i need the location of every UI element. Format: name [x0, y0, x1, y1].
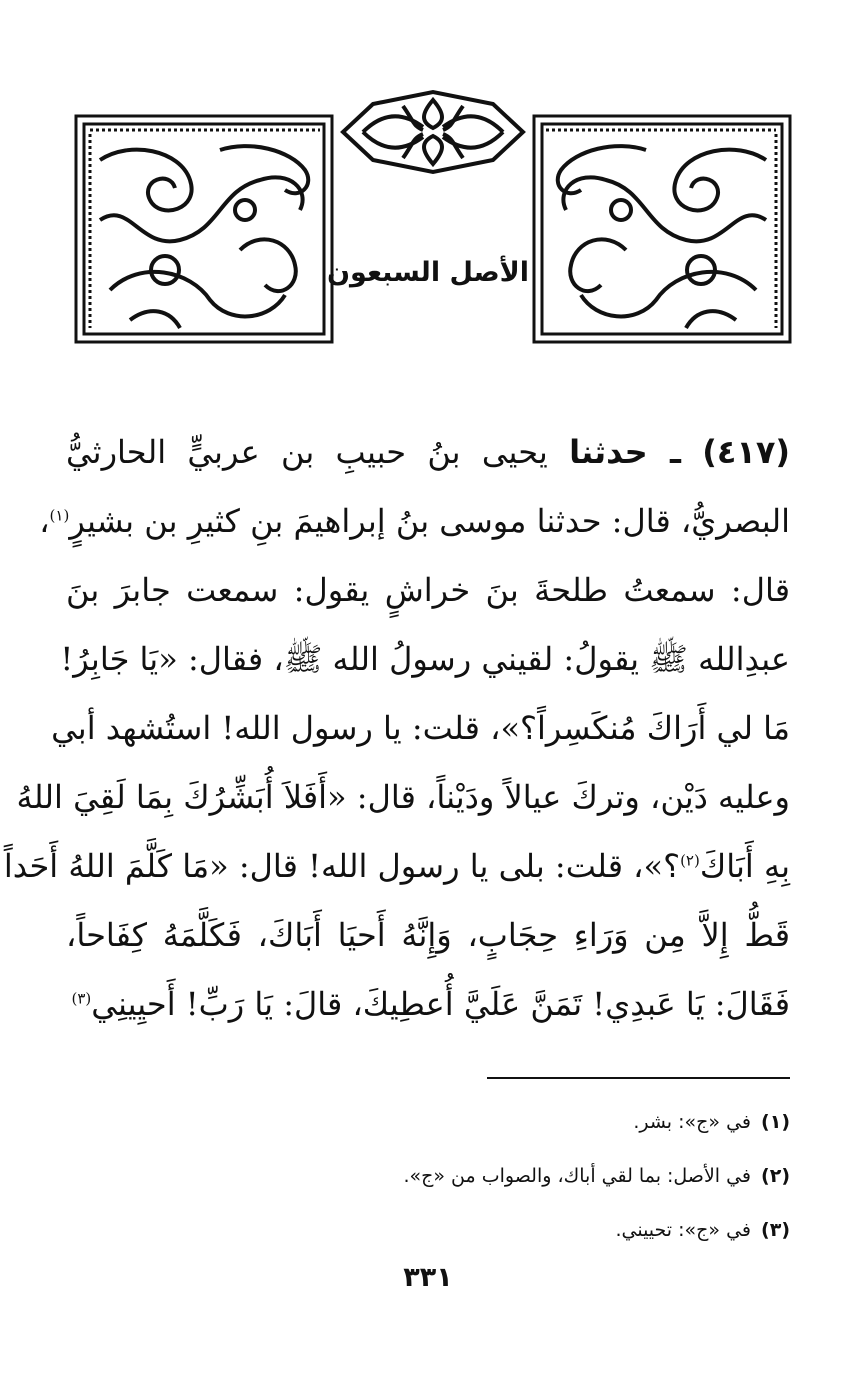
footnote-divider	[487, 1077, 790, 1079]
text-line-tail: ،	[39, 502, 50, 540]
text-line-content: بِهِ أَبَاكَ	[699, 847, 790, 885]
text-line	[66, 418, 790, 487]
footnotes	[66, 1095, 790, 1257]
text-line-content: مَا لي أَرَاكَ مُنكَسِراً؟»، قلت: يا رسول الله! استُشهد أبي	[51, 709, 790, 747]
text-line	[3, 832, 790, 901]
text-line	[16, 763, 790, 832]
footnote-item	[66, 1203, 790, 1257]
text-line	[60, 625, 790, 694]
footnote-number: (١)	[761, 1111, 790, 1133]
chapter-title: الأصل السبعون	[326, 257, 530, 288]
text-line-tail: ؟»، قلت: بلى يا رسول الله! قال: «مَا كَلَّمَ اللهُ أَحَداً	[3, 847, 681, 885]
text-line-content: قال: سمعتُ طلحةَ بنَ خراشٍ يقول: سمعت جابرَ بنَ	[66, 571, 790, 609]
footnote-ref[interactable]: (١)	[49, 506, 70, 525]
footnote-ref[interactable]: (٢)	[680, 851, 700, 870]
text-line-content: يحيى بنُ حبيبِ بن عربيٍّ الحارثيُّ	[66, 433, 548, 471]
page-number: ٣٣١	[403, 1262, 453, 1293]
footnote-item	[66, 1149, 790, 1203]
text-line	[39, 487, 790, 556]
footnote-number: (٣)	[761, 1219, 790, 1241]
text-line	[51, 694, 790, 763]
text-line-content: عبدِالله ﷺ يقولُ: لقيني رسولُ الله ﷺ، فقال: «يَا جَابِرُ!	[60, 640, 790, 678]
hadith-number: (٤١٧)	[702, 433, 791, 471]
text-line-content: قَطُّ إِلاَّ مِن وَرَاءِ حِجَابٍ، وَإِنَّهُ أَحيَا أَبَاكَ، فَكَلَّمَهُ كِفَاحاً،	[66, 916, 791, 954]
footnote-text: في «ج»: تحييني.	[615, 1219, 752, 1241]
hadith-text	[3, 418, 791, 1039]
footnote-number: (٢)	[761, 1165, 790, 1187]
text-line-content: فَقَالَ: يَا عَبدِي! تَمَنَّ عَلَيَّ أُعطِيكَ، قالَ: يَا رَبِّ! أَحيِينِي	[91, 985, 790, 1023]
text-line-content: البصريُّ، قال: حدثنا موسى بنُ إبراهيمَ بنِ كثيرِ بن بشيرٍ	[69, 502, 790, 540]
footnote-ref[interactable]: (٣)	[71, 989, 92, 1008]
footnote-text: في الأصل: بما لقي أباك، والصواب من «ج».	[403, 1165, 752, 1187]
chapter-header-ornament	[70, 70, 796, 370]
text-line-content: وعليه دَيْن، وتركَ عيالاً ودَيْناً، قال: «أَفَلاَ أُبَشِّرُكَ بِمَا لَقِيَ اللهُ	[16, 778, 790, 816]
text-line	[66, 970, 790, 1039]
footnote-text: في «ج»: بشر.	[633, 1111, 752, 1133]
text-line	[66, 901, 790, 970]
hadith-opening: ـ حدثنا	[569, 433, 681, 471]
footnote-item	[66, 1095, 790, 1149]
text-line	[66, 556, 790, 625]
